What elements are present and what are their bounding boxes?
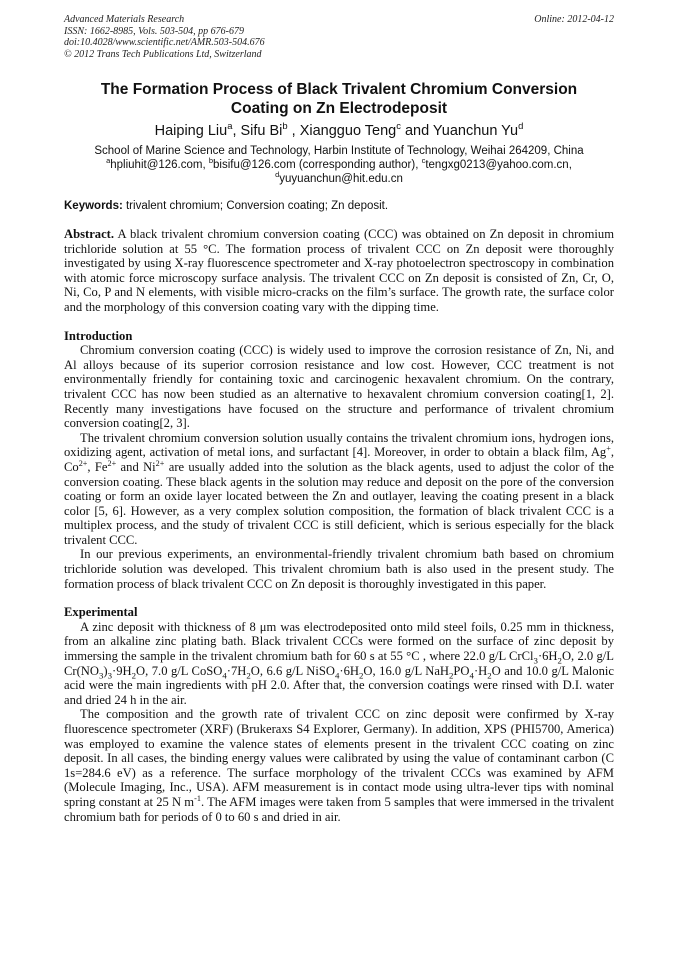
subscript: 4 [334,670,340,681]
email-address: bisifu@126.com (corresponding author), [213,159,422,171]
email-mark: a [106,156,111,166]
author-name: and Yuanchun Yu [400,123,519,139]
superscript: + [606,444,611,454]
journal-name: Advanced Materials Research [64,14,185,25]
superscript: 2+ [155,458,165,468]
section-heading-experimental: Experimental [64,605,138,620]
text-run: O, 2.0 g/L Cr(NO [64,649,614,678]
email-mark: d [275,170,280,180]
paragraph [64,431,614,548]
superscript: -1 [194,793,201,803]
affiliation [64,144,614,186]
doi-line: doi:10.4028/www.scientific.net/AMR.503-504.676 [64,37,265,48]
subscript: 2 [487,670,492,681]
author-name: , Xiangguo Teng [287,123,397,139]
paper-title [64,80,614,118]
author-mark: d [518,120,524,132]
email-line [64,158,614,172]
institution-line: School of Marine Science and Technology, Harbin Institute of Technology, Weihai 264209, China [94,145,584,157]
text-run: O, 7.0 g/L CoSO [136,663,223,678]
text-run: ·6H [537,649,558,664]
online-date: Online: 2012-04-12 [534,14,614,25]
text-run: , Fe [87,459,108,474]
keywords-text: trivalent chromium; Conversion coating; Zn deposit. [122,200,389,212]
text-run: ·6H [339,663,359,678]
subscript: 2 [557,655,562,666]
author-name: Haiping Liu [154,123,228,139]
text-run: The trivalent chromium conversion solution usually contains the trivalent chromium ions, hydrogen ions, oxidizing agent, activation of metal ions, and surfactant [4]. Moreover, in order to obtain a black film, Ag [64,430,614,460]
subscript: 3 [107,670,112,681]
email-address: tengxg0213@yahoo.com.cn, [425,159,572,171]
title-line-2: Coating on Zn Electrodeposit [230,100,448,117]
text-run: ) [103,663,108,678]
text-run: O and 10.0 g/L Malonic acid were the main ingredients with pH 2.0. After that, the conversion coatings were rinsed with D.I. water and dried 24 h in the air. [64,663,614,707]
author-mark: a [227,120,233,132]
author-mark: b [282,120,288,132]
issn-line: ISSN: 1662-8985, Vols. 503-504, pp 676-679 [64,25,244,37]
text-run: PO [453,663,470,678]
author-mark: c [396,120,401,132]
subscript: 3 [98,670,104,681]
subscript: 2 [246,670,251,681]
abstract [64,227,614,315]
section-heading-introduction: Introduction [64,328,133,343]
subscript: 2 [358,670,364,681]
email-mark: b [208,156,214,166]
paragraph [64,707,614,824]
text-run: The composition and the growth rate of trivalent CCC on zinc deposit were confirmed by X-ray fluorescence spectrometer (XRF) (Brukeraxs S4 Explorer, Germany). In addition, XPS (PHI5700, America) was employed to examine the valence states of elements present in the trivalent CCC coating on zinc deposit. In all cases, the binding energy values were calibrated by using the value of contaminant carbon (C 1s=284.6 eV) as a reference. The surface morphology of the trivalent CCCs was examined by AFM (Molecule Imaging, Inc., USA). AFM measurement is in contact mode using ultra-lever tips with nominal spring constant at 25 N m [64,707,614,809]
email-address: yuyuanchun@hit.edu.cn [279,173,403,185]
email-line [64,172,614,186]
paragraph: In our previous experiments, an environmental-friendly trivalent chromium bath based on chromium trichloride solution was developed. This trivalent chromium bath is also used in the present study. The formation process of black trivalent CCC on Zn deposit is thoroughly investigated in this paper. [64,547,614,591]
subscript: 2 [449,670,454,681]
superscript: 2+ [78,458,88,468]
subscript: 4 [222,670,227,681]
paragraph: Chromium conversion coating (CCC) is widely used to improve the corrosion resistance of Zn, Ni, and Al alloys because of its superior corrosion resistance and low cost. However, CCC treatment is not environmentally friendly for containing toxic and carcinogenic hexavalent chromium. On the contrary, trivalent CCC has now been studied as an alternative to hexavalent chromium conversion coating[1, 2]. Recently many investigations have focused on the structure and performance of trivalent chromium conversion coating[2, 3]. [64,343,614,431]
keywords-label: Keywords: [64,200,123,212]
copyright-line: © 2012 Trans Tech Publications Ltd, Switzerland [64,48,262,60]
text-run: , Co [64,445,614,474]
author-list [64,122,614,140]
text-run: O, 6.6 g/L NiSO [250,663,335,678]
text-run: O, 16.0 g/L NaH [363,663,450,678]
email-address: hpliuhit@126.com, [110,159,209,171]
abstract-text: A black trivalent chromium conversion coating (CCC) was obtained on Zn deposit in chromium trichloride solution at 55 °C. The formation process of trivalent CCC on Zn deposit were thoroughly investigated by using X-ray fluorescence spectrometer and X-ray photoelectron spectroscopy in combination with atomic force microscopy surface analysis. The trivalent CCC on Zn deposit is consisted of Zn, Cr, O, Ni, Co, P and N elements, with visible micro-cracks on the film’s surface. The growth rate, the surface color and the morphology of this conversion coating vary with the dipping time. [64,227,614,314]
author-name: , Sifu Bi [232,123,283,139]
journal-header [64,14,614,60]
subscript: 3 [533,655,538,666]
paragraph [64,620,614,708]
title-line-1: The Formation Process of Black Trivalent Chromium Conversion [100,81,578,98]
text-run: are usually added into the solution as the black agents, used to adjust the color of the conversion coating. These black agents in the solution may reduce and deposit on the pore of the conversion coating or form an oxide layer located between the Zn and outlayer, leaving the coating present in a black color [5, 6]. However, as a very complex solution composition, the formation of black trivalent CCC is a multiplex process, and the study of trivalent CCC is still deficient, which is serious especially for the black trivalent CCC. [64,459,615,547]
keywords [64,199,614,213]
subscript: 4 [469,670,474,681]
text-run: and Ni [116,459,156,474]
text-run: ·7H [226,663,247,678]
text-run: . The AFM images were taken from 5 samples that were immersed in the trivalent chromium bath for periods of 0 to 60 s and dried in air. [64,794,614,824]
text-run: ·H [473,663,488,678]
subscript: 2 [131,670,136,681]
email-mark: c [421,156,426,166]
superscript: 2+ [107,458,117,468]
abstract-label: Abstract. [64,227,115,241]
text-run: ·9H [112,663,132,678]
text-run: A zinc deposit with thickness of 8 μm was electrodeposited onto mild steel foils, 0.25 mm in thickness, from an alkaline zinc plating bath. Black trivalent CCCs were formed on the surface of zinc deposit by immersing the sample in the trivalent chromium bath for 60 s at 55 °C , where 22.0 g/L CrCl [64,619,614,664]
